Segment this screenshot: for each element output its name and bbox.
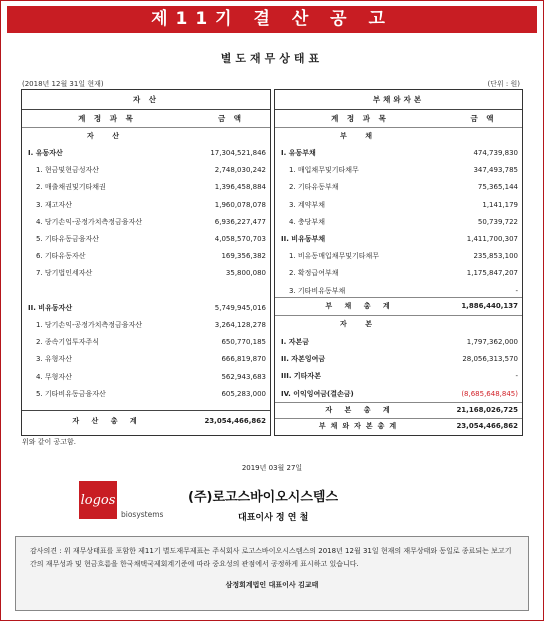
row-label: 4. 충당부채 (289, 217, 325, 226)
row-amount: - (515, 372, 518, 381)
row-label: 3. 유형자산 (36, 355, 72, 364)
row-amount: 23,054,466,862 (456, 422, 518, 430)
asset-row (22, 248, 270, 265)
row-amount: 23,054,466,862 (204, 417, 266, 425)
equity-total-row (275, 402, 522, 419)
row-amount: 6,936,227,477 (214, 217, 266, 226)
asset-row (22, 334, 270, 351)
audit-opinion-text: 감사의견 : 위 재무상태표를 포함한 제11기 별도재무제표는 주식회사 로고스바이오시스템스의 2018년 12월 31일 현재의 재무상태와 동일로 종료되는 보고기간의 재무성과 및 현금흐름을 한국채택국제회계기준에 따라 중요성의 관점에서 공정하게 표시하고 있습니다. (30, 547, 512, 568)
row-amount: 1,396,458,884 (214, 183, 266, 192)
row-label: 3. 기타비유동부채 (289, 286, 346, 295)
asset-row (22, 145, 270, 162)
row-amount: 562,943,683 (221, 372, 266, 381)
row-label: IV. 이익잉여금(결손금) (281, 389, 354, 398)
auditor-signature: 삼정회계법인 대표이사 김교태 (225, 581, 319, 589)
row-label: 1. 당기손익-공정가치측정금융자산 (36, 321, 143, 329)
ceo-name: 대표이사 정 연 철 (238, 513, 309, 523)
row-label: 1. 현금및현금성자산 (36, 166, 99, 175)
panel-header: 자 산 (132, 95, 160, 104)
row-label: 4. 당기손익-공정가치측정금융자산 (36, 217, 143, 226)
row-label: I. 유동자산 (28, 149, 63, 157)
liability-row (275, 162, 522, 179)
row-amount: 1,960,078,078 (214, 200, 266, 209)
column-header-row (275, 110, 522, 127)
row-label: 부채와자본총계 (318, 422, 402, 430)
row-label: 자 산 총 계 (72, 417, 142, 425)
equity-row (275, 386, 522, 403)
row-label: 2. 기타유동부채 (289, 183, 339, 192)
row-label: 7. 당기법인세자산 (36, 269, 93, 278)
row-amount: 1,411,700,307 (466, 235, 518, 243)
row-label: 2. 확정급여부채 (289, 269, 339, 278)
asset-row (22, 214, 270, 231)
liabilities-section-title (275, 128, 522, 145)
asset-row (22, 369, 270, 386)
liability-row (275, 145, 522, 162)
liability-row (275, 214, 522, 231)
row-label: 3. 계약부채 (289, 200, 325, 209)
liability-row (275, 265, 522, 282)
row-amount: 605,283,000 (221, 389, 266, 398)
row-amount: 17,304,521,846 (210, 149, 266, 157)
row-label: 자 산 (87, 132, 127, 140)
logo-text: logos (80, 492, 116, 508)
announce-date: 2019년 03월 27일 (241, 464, 303, 472)
row-amount: 169,356,382 (221, 252, 266, 261)
row-amount: 2,748,030,242 (214, 166, 266, 175)
row-amount: 50,739,722 (477, 217, 518, 226)
row-label: 1. 매입채무및기타채무 (289, 166, 359, 175)
column-header-row (22, 110, 270, 127)
row-label: 부 채 (340, 132, 380, 140)
unit-label: (단위 : 원) (487, 80, 520, 88)
row-amount: 4,058,570,703 (214, 235, 266, 243)
liability-row (275, 248, 522, 265)
row-amount: 347,493,785 (473, 166, 518, 175)
equity-row (275, 334, 522, 351)
panel-header: 부채와자본 (372, 95, 425, 104)
row-label: 5. 기타비유동금융자산 (36, 389, 106, 398)
row-amount: 1,886,440,137 (461, 302, 518, 310)
row-label: 5. 기타유동금융자산 (36, 235, 99, 243)
rule-line (22, 410, 270, 411)
liabilities-equity-panel (274, 89, 523, 436)
column-header-amount: 금 액 (217, 114, 245, 123)
equity-section-title (275, 316, 522, 333)
row-amount: 1,797,362,000 (466, 338, 518, 346)
row-amount: 1,175,847,207 (466, 269, 518, 278)
row-label: 1. 비유동매입채무및기타채무 (289, 252, 380, 261)
row-label: I. 유동부채 (281, 149, 316, 157)
row-label: II. 비유동자산 (28, 303, 73, 312)
row-label: III. 기타자본 (281, 372, 321, 381)
row-label: 4. 무형자산 (36, 372, 72, 381)
row-amount: - (515, 286, 518, 295)
equity-row (275, 368, 522, 385)
row-amount: 75,365,144 (477, 183, 518, 192)
row-label: 자 본 총 계 (325, 406, 395, 414)
asset-row (22, 179, 270, 196)
row-amount: (8,685,648,845) (461, 389, 518, 398)
row-label: 2. 매출채권및기타채권 (36, 183, 106, 192)
row-amount: 35,800,080 (225, 269, 266, 278)
equity-row (275, 351, 522, 368)
row-amount: 5,749,945,016 (214, 303, 266, 312)
column-header-amount: 금 액 (470, 114, 497, 123)
row-label: II. 자본잉여금 (281, 355, 326, 364)
row-amount: 650,770,185 (221, 338, 266, 347)
asset-row (22, 162, 270, 179)
row-amount: 235,853,100 (473, 252, 518, 261)
asset-row (22, 317, 270, 334)
asset-row (22, 300, 270, 317)
asset-row (22, 231, 270, 248)
assets-section-title (22, 128, 270, 145)
row-amount: 21,168,026,725 (456, 406, 518, 414)
date-basis: (2018년 12월 31일 현재) (22, 80, 104, 88)
row-amount: 1,141,179 (482, 200, 518, 209)
row-label: 부 채 총 계 (325, 302, 395, 310)
asset-row (22, 386, 270, 403)
row-amount: 3,264,128,278 (214, 321, 266, 329)
company-logo (79, 481, 117, 519)
row-amount: 666,819,870 (221, 355, 266, 364)
row-amount: 474,739,830 (473, 149, 518, 157)
asset-row (22, 265, 270, 282)
liabilities-total-row (275, 298, 522, 315)
audit-opinion-box (15, 536, 529, 611)
company-name: (주)로고스바이오시스템스 (188, 490, 339, 505)
asset-row (22, 283, 270, 300)
asset-row (22, 351, 270, 368)
asset-row (22, 197, 270, 214)
liability-row (275, 179, 522, 196)
row-label: I. 자본금 (281, 338, 309, 346)
statement-title: 별도재무상태표 (220, 52, 324, 65)
announcement-banner: 제11기 결 산 공 고 (7, 6, 537, 33)
liability-row (275, 197, 522, 214)
row-label: 3. 재고자산 (36, 200, 72, 209)
row-amount: 28,056,313,570 (462, 355, 518, 364)
column-header-item: 계 정 과 목 (331, 114, 389, 123)
row-label: 6. 기타유동자산 (36, 252, 86, 261)
logo-subtitle: biosystems (121, 510, 164, 519)
assets-total-row (22, 413, 270, 430)
grand-total-row (275, 418, 522, 435)
row-label: 2. 종속기업투자주식 (36, 338, 99, 347)
row-label: 자 본 (340, 320, 380, 328)
row-label: II. 비유동부채 (281, 235, 326, 243)
assets-panel (21, 89, 271, 436)
column-header-item: 계 정 과 목 (78, 114, 136, 123)
closing-note: 위와 같이 공고함. (22, 438, 77, 446)
liability-row (275, 231, 522, 248)
